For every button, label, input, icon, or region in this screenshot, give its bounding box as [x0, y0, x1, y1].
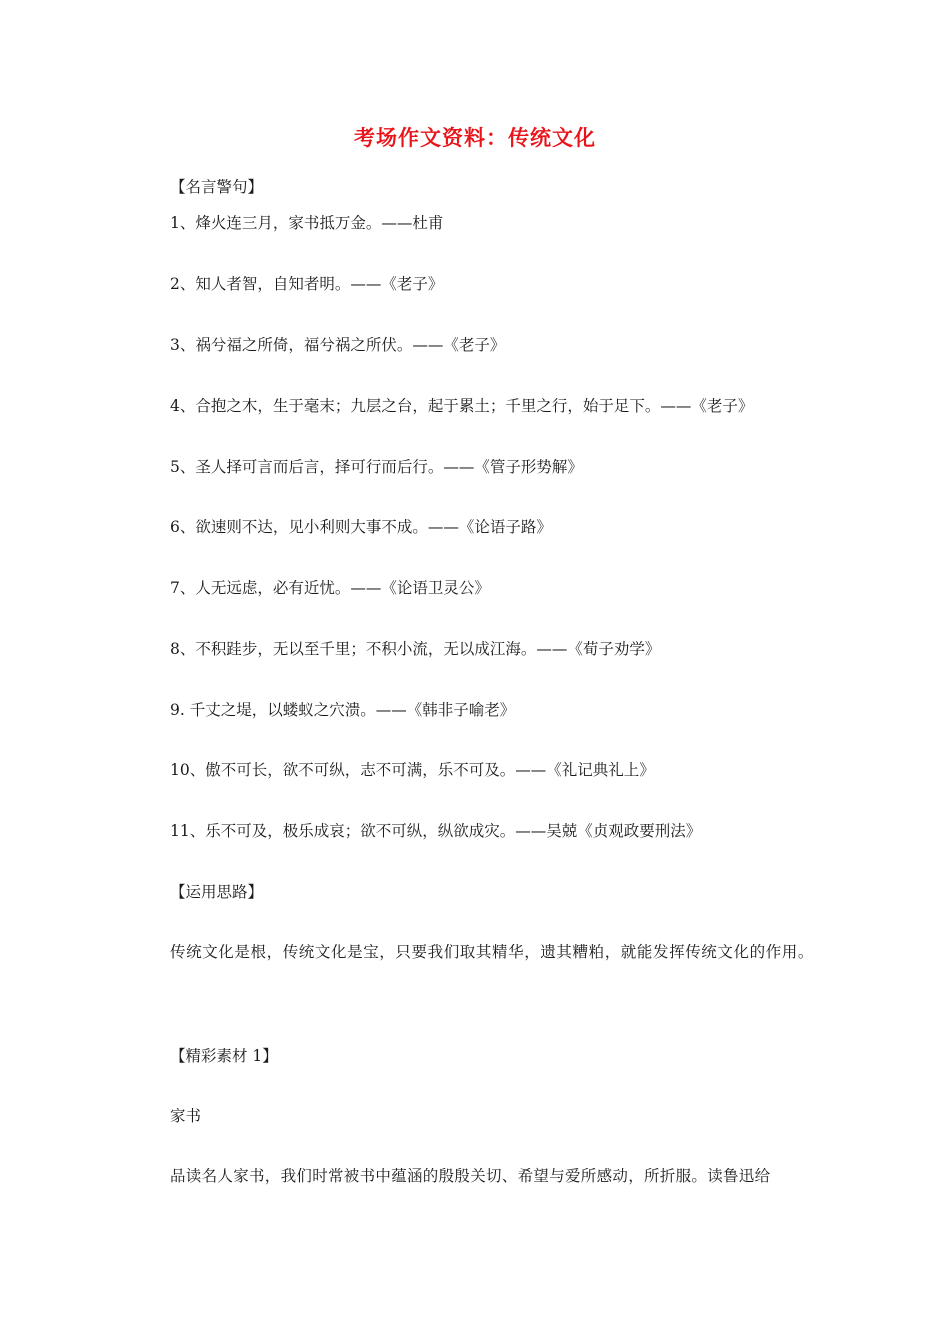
quote-item: 7、人无远虑，必有近忧。——《论语卫灵公》 [170, 579, 490, 597]
approach-paragraph: 传统文化是根，传统文化是宝，只要我们取其精华，遗其糟粕，就能发挥传统文化的作用。 [170, 943, 815, 961]
material-paragraph: 品读名人家书，我们时常被书中蕴涵的殷殷关切、希望与爱所感动，所折服。读鲁迅给 [170, 1167, 771, 1185]
quote-item: 11、乐不可及，极乐成哀；欲不可纵，纵欲成灾。——吴兢《贞观政要刑法》 [170, 822, 702, 840]
material-title: 家书 [170, 1107, 202, 1125]
material-heading: 【精彩素材 1】 [170, 1047, 278, 1065]
quote-item: 9. 千丈之堤，以蝼蚁之穴溃。——《韩非子喻老》 [170, 701, 516, 719]
quotes-heading: 【名言警句】 [170, 178, 264, 196]
quote-item: 5、圣人择可言而后言，择可行而后行。——《管子形势解》 [170, 458, 583, 476]
page-title: 考场作文资料：传统文化 [354, 125, 596, 150]
approach-heading: 【运用思路】 [170, 883, 264, 901]
quote-item: 2、知人者智，自知者明。——《老子》 [170, 275, 444, 293]
quote-item: 3、祸兮福之所倚，福兮祸之所伏。——《老子》 [170, 336, 506, 354]
quote-item: 4、合抱之木，生于毫末；九层之台，起于累土；千里之行，始于足下。——《老子》 [170, 397, 754, 415]
quote-item: 8、不积跬步，无以至千里；不积小流，无以成江海。——《荀子劝学》 [170, 640, 661, 658]
quote-item: 1、烽火连三月，家书抵万金。——杜甫 [170, 214, 444, 232]
quote-item: 6、欲速则不达，见小利则大事不成。——《论语子路》 [170, 518, 552, 536]
quote-item: 10、傲不可长，欲不可纵，志不可满，乐不可及。——《礼记典礼上》 [170, 761, 655, 779]
